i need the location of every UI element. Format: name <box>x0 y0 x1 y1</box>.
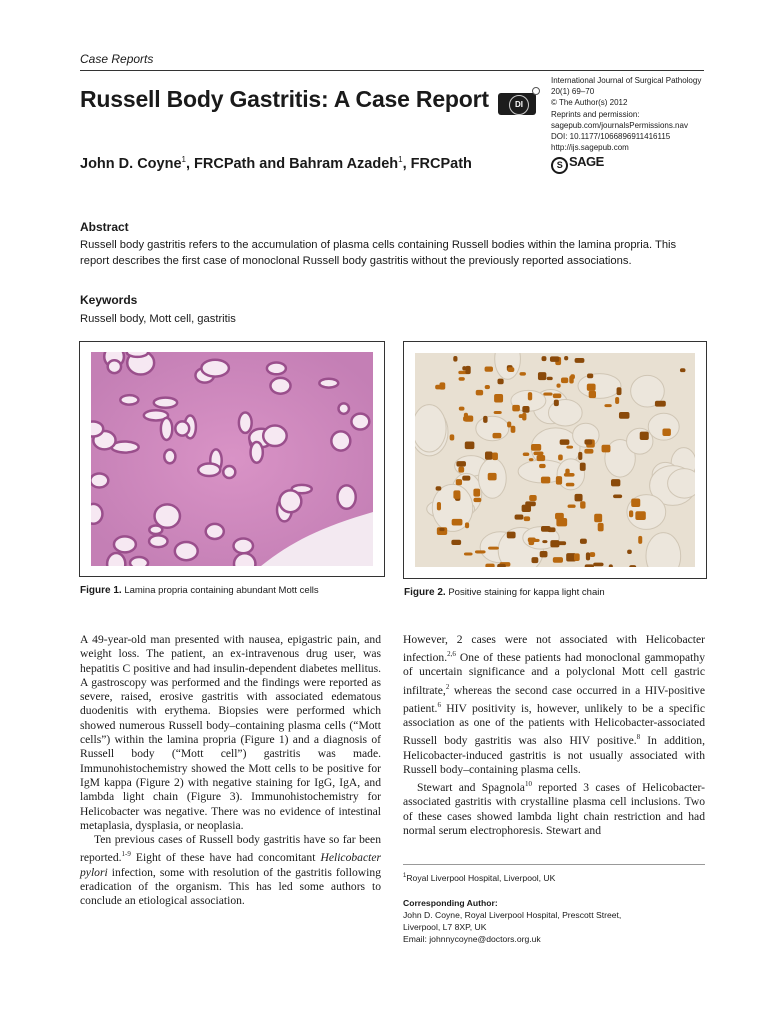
corresponding-author <box>403 897 621 945</box>
paragraph: Stewart and Spagnola$^{10}$ reported 3 cases of Helicobacter-associated gastritis with crystalline plasma cell inclusions. Two of these cases showed lambda light chain restriction and had normal serum electrophoresis. Stewart and <box>403 780 705 837</box>
corr-line: Liverpool, L7 8XP, UK <box>403 922 487 932</box>
gland <box>114 536 136 552</box>
gland <box>206 524 224 539</box>
stained-cell <box>483 416 487 423</box>
stained-cell <box>587 374 593 379</box>
stained-cell <box>553 557 563 563</box>
stained-cell <box>542 356 547 361</box>
stained-cell <box>566 483 575 487</box>
stained-cell <box>437 502 441 510</box>
stained-cell <box>458 467 464 473</box>
stained-cell <box>627 550 632 554</box>
gland <box>263 426 287 447</box>
gland <box>578 374 621 399</box>
stained-cell <box>564 356 568 360</box>
stained-cell <box>529 495 536 501</box>
journal-line[interactable]: sagepub.com/journalsPermissions.nav <box>551 120 688 130</box>
stained-cell <box>523 453 530 457</box>
stained-cell <box>462 366 466 370</box>
gland <box>279 490 301 512</box>
stained-cell <box>541 526 551 532</box>
publisher-name: SAGE <box>569 154 604 169</box>
citation[interactable]: 2,6 <box>447 650 456 659</box>
stained-cell <box>485 366 493 371</box>
di-badge-label: DI <box>509 95 529 115</box>
gland <box>339 403 349 413</box>
stained-cell <box>512 405 520 411</box>
gland <box>351 414 369 430</box>
affiliation-footnote <box>403 870 555 884</box>
stained-cell <box>464 552 473 555</box>
stained-cell <box>593 563 603 567</box>
stained-cell <box>602 445 611 453</box>
stained-cell <box>574 553 580 561</box>
journal-line[interactable]: http://ijs.sagepub.com <box>551 143 629 153</box>
gland <box>648 413 679 440</box>
body-column-left <box>80 633 381 909</box>
abstract-text: Russell body gastritis refers to the accumulation of plasma cells containing Russell bodies within the lamina propria. This report describes the first case of monoclonal Russell body gastritis without the previously reported associations. <box>80 239 677 267</box>
stained-cell <box>590 552 596 557</box>
journal-line: Reprints and permission: <box>551 109 640 119</box>
stained-cell <box>594 514 602 522</box>
journal-info <box>551 75 701 153</box>
gland <box>198 464 220 476</box>
stained-cell <box>598 523 604 531</box>
stained-cell <box>680 368 686 372</box>
author-name: Bahram Azadeh <box>289 155 399 172</box>
stained-cell <box>524 516 530 521</box>
stained-cell <box>538 372 546 380</box>
figure-1-micrograph <box>91 352 373 566</box>
stained-cell <box>464 413 468 418</box>
gland <box>175 542 198 560</box>
stained-cell <box>555 513 564 520</box>
gland <box>415 405 446 452</box>
paragraph: Ten previous cases of Russell body gastritis have so far been reported.$^{1-9}$ Eight of these have had concomitant Helicobacter pylori infection, some with resolution of the gastritis following eradication of the organism. This has led some authors to conclude an etiological association. <box>80 833 381 908</box>
abstract-heading: Abstract <box>80 220 129 234</box>
stained-cell <box>617 387 622 395</box>
gland <box>239 413 252 433</box>
stained-cell <box>435 385 442 390</box>
stained-cell <box>519 372 525 375</box>
stained-cell <box>453 490 460 499</box>
stained-cell <box>611 479 620 486</box>
gland <box>149 525 162 534</box>
stained-cell <box>473 489 480 497</box>
gland <box>91 504 102 524</box>
figure-2-caption <box>404 587 605 598</box>
stained-cell <box>531 557 538 563</box>
stained-cell <box>459 407 465 411</box>
stained-cell <box>450 434 455 440</box>
corr-email[interactable]: Email: johnnycoyne@doctors.org.uk <box>403 934 541 944</box>
figure-label: Figure 2. <box>404 587 446 598</box>
stained-cell <box>539 464 546 468</box>
gland <box>164 450 175 464</box>
stained-cell <box>558 454 563 460</box>
gland <box>337 485 355 508</box>
stained-cell <box>529 540 535 545</box>
stained-cell <box>589 391 596 398</box>
stained-cell <box>508 367 515 372</box>
gland <box>234 553 255 566</box>
body-column-right <box>403 633 705 838</box>
stained-cell <box>519 414 524 418</box>
stained-cell <box>485 451 493 459</box>
stained-cell <box>564 473 575 477</box>
gland <box>154 398 177 408</box>
stained-cell <box>507 421 511 427</box>
affiliation-text: Royal Liverpool Hospital, Liverpool, UK <box>406 872 556 883</box>
author-name: John D. Coyne <box>80 155 182 172</box>
stained-cell <box>584 449 593 454</box>
author-affil-sup: 1 <box>181 155 186 164</box>
gland <box>108 360 121 373</box>
stained-cell <box>515 515 524 520</box>
figure-label: Figure 1. <box>80 585 122 596</box>
gland <box>91 473 108 487</box>
stained-cell <box>533 452 543 456</box>
stained-cell <box>459 377 465 381</box>
stained-cell <box>439 528 444 531</box>
stained-cell <box>587 384 596 391</box>
author-credential: , FRCPath <box>402 155 472 172</box>
stained-cell <box>465 522 469 528</box>
stained-cell <box>511 426 516 433</box>
stained-cell <box>488 473 497 481</box>
stained-cell <box>436 486 442 490</box>
keywords-heading: Keywords <box>80 293 138 307</box>
gland <box>270 378 290 394</box>
footnote-sup: 1 <box>403 873 407 879</box>
gland <box>319 379 338 388</box>
gland <box>120 395 138 404</box>
stained-cell <box>507 532 516 539</box>
gland <box>201 360 229 377</box>
gland <box>161 418 172 440</box>
stained-cell <box>578 452 582 460</box>
stained-cell <box>529 458 534 461</box>
gland <box>149 535 167 547</box>
stained-cell <box>556 384 560 388</box>
publisher-logo <box>551 154 604 174</box>
stained-cell <box>629 510 633 517</box>
gland <box>267 363 286 375</box>
stained-cell <box>522 505 531 512</box>
gland <box>130 557 148 566</box>
stained-cell <box>629 565 636 567</box>
stained-cell <box>568 505 576 508</box>
gland <box>107 553 125 566</box>
stained-cell <box>554 400 559 406</box>
figure-2-micrograph <box>415 353 695 567</box>
di-badge-icon <box>498 93 536 115</box>
citation[interactable]: 6 <box>437 700 441 709</box>
stained-cell <box>575 494 583 502</box>
stained-cell <box>586 552 590 560</box>
stained-cell <box>456 461 466 467</box>
gland <box>668 469 695 498</box>
keywords-text: Russell body, Mott cell, gastritis <box>80 313 236 325</box>
stained-cell <box>635 511 645 520</box>
stained-cell <box>485 564 494 567</box>
figure-caption-text: Positive staining for kappa light chain <box>448 587 605 598</box>
stained-cell <box>528 392 532 400</box>
stained-cell <box>638 536 642 544</box>
gland <box>155 504 180 527</box>
gland <box>175 421 189 435</box>
figure-1-frame <box>79 341 385 577</box>
stained-cell <box>560 439 570 445</box>
stained-cell <box>540 551 548 557</box>
footnote-rule <box>403 864 705 865</box>
article-title: Russell Body Gastritis: A Case Report <box>80 86 489 112</box>
stained-cell <box>493 433 502 439</box>
stained-cell <box>497 564 506 567</box>
stained-cell <box>580 501 585 508</box>
stained-cell <box>553 394 562 399</box>
stained-cell <box>584 439 592 444</box>
stained-cell <box>476 390 483 395</box>
stained-cell <box>580 539 587 544</box>
citation[interactable]: 10 <box>524 780 532 789</box>
stained-cell <box>619 412 630 419</box>
stained-cell <box>474 498 482 502</box>
figure-caption-text: Lamina propria containing abundant Mott cells <box>124 585 319 596</box>
gland <box>91 421 103 436</box>
corr-line: John D. Coyne, Royal Liverpool Hospital, Prescott Street, <box>403 910 622 920</box>
author-affil-sup: 1 <box>398 155 403 164</box>
figure-1-caption <box>80 585 319 596</box>
stained-cell <box>556 476 562 484</box>
stained-cell <box>494 411 502 414</box>
stained-cell <box>585 564 594 567</box>
stained-cell <box>465 442 475 450</box>
gland <box>251 442 263 463</box>
badge-ring-icon <box>532 87 540 95</box>
author-credential: , FRCPath and <box>185 155 290 172</box>
stained-cell <box>456 479 462 485</box>
gland <box>223 466 235 478</box>
stained-cell <box>569 376 573 384</box>
gland <box>127 352 148 357</box>
author-line <box>80 155 472 172</box>
stained-cell <box>492 452 498 460</box>
stained-cell <box>575 358 585 363</box>
stained-cell <box>475 550 486 553</box>
stained-cell <box>550 356 559 361</box>
stained-cell <box>580 463 586 471</box>
stained-cell <box>488 547 499 550</box>
citation[interactable]: 8 <box>636 733 641 742</box>
stained-cell <box>542 540 547 543</box>
stained-cell <box>640 432 649 440</box>
stained-cell <box>531 444 541 451</box>
stained-cell <box>453 356 457 362</box>
stained-cell <box>662 428 670 435</box>
stained-cell <box>522 406 529 413</box>
header-rule <box>80 70 704 71</box>
stained-cell <box>462 476 470 481</box>
journal-line: 20(1) 69–70 <box>551 87 595 97</box>
journal-line: © The Author(s) 2012 <box>551 98 628 108</box>
citation[interactable]: 2 <box>445 682 450 691</box>
figure-2-frame <box>403 341 707 579</box>
paragraph: However, 2 cases were not associated with Helicobacter infection.$^{2,6}$ One of these patients had monoclonal gammopathy of uncertain significance and a polyclonal Mott cell gastric infiltrate,$^2$ whereas the second case occurred in a HIV-positive patient.$^6$ HIV positivity is, however, unlikely to be a specific association as one of the patients with Helicobacter-associated Russell body gastritis was also HIV positive.$^8$ In addition, Helicobacter-induced gastritis is not usually associated with Russell body–containing plasma cells. <box>403 633 705 776</box>
sage-logo-icon: S <box>551 157 568 174</box>
stained-cell <box>537 455 546 461</box>
stained-cell <box>543 393 552 396</box>
stained-cell <box>452 519 463 526</box>
stained-cell <box>451 540 461 545</box>
stained-cell <box>541 477 550 484</box>
stained-cell <box>631 498 640 506</box>
stained-cell <box>613 494 622 498</box>
citation[interactable]: 1-9 <box>121 850 131 859</box>
section-label: Case Reports <box>80 52 154 66</box>
journal-line: International Journal of Surgical Pathology <box>551 76 702 85</box>
journal-line[interactable]: DOI: 10.1177/1066896911416115 <box>551 132 671 142</box>
stained-cell <box>485 385 490 389</box>
gland <box>331 431 350 450</box>
stained-cell <box>547 377 553 380</box>
stained-cell <box>497 379 503 385</box>
stained-cell <box>561 378 568 384</box>
stained-cell <box>555 541 566 545</box>
stained-cell <box>604 404 611 407</box>
stained-cell <box>655 401 666 407</box>
gland <box>476 416 509 440</box>
paragraph: A 49-year-old man presented with nausea, epigastric pain, and weight loss. The patient, an ex-intravenous drug user, was hepatitis C positive and had insulin-dependent diabetes mellitus. A gastroscopy was performed and the findings were reported as severe, raised, erosive gastritis with associated edematous duodenitis with erythema. Biopsies were performed which showed numerous Russell body–containing plasma cells (“Mott cells”) within the lamina propria (Figure 1) and a diagnosis of Russell body (“Mott cell”) gastritis was made. Immunohistochemistry showed the Mott cells to be positive for IgM kappa (Figure 2) with negative staining for IgG, IgA, and lambda light chain (Figure 3). Immunohistochemistry for Helicobacter was negative. There was no evidence of intestinal metaplasia, dysplasia, or neoplasia. <box>80 633 381 832</box>
corr-heading: Corresponding Author: <box>403 898 498 908</box>
stained-cell <box>494 394 503 403</box>
stained-cell <box>615 397 619 404</box>
gland <box>548 399 582 425</box>
stained-cell <box>566 446 573 449</box>
gland <box>234 539 254 554</box>
